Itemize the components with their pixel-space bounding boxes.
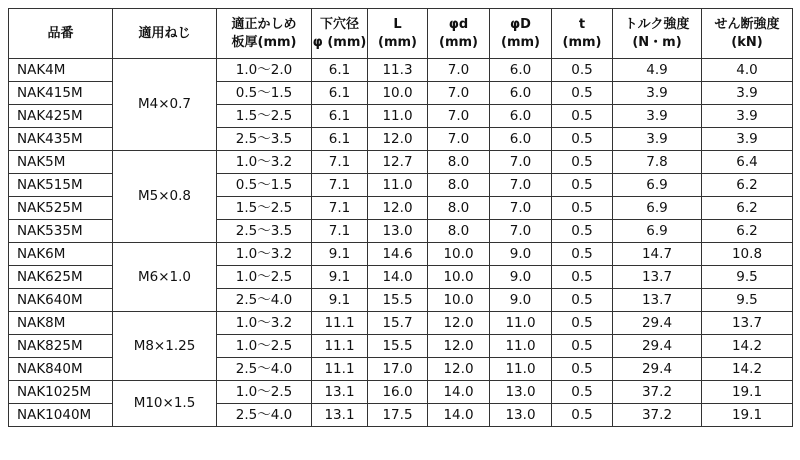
header-grip-range <box>217 9 312 59</box>
cell-length: 15.7 <box>368 312 428 335</box>
header-label: トルク強度 <box>624 16 690 32</box>
header-label: 適用ねじ <box>138 25 191 41</box>
header-label: 下穴径 <box>319 16 359 32</box>
table-row <box>9 151 793 174</box>
cell-part-number: NAK1040M <box>9 404 113 427</box>
cell-shear: 6.2 <box>702 197 793 220</box>
cell-length: 17.0 <box>368 358 428 381</box>
cell-hole-diameter: 7.1 <box>312 174 368 197</box>
cell-hole-diameter: 13.1 <box>312 381 368 404</box>
cell-grip-range: 2.5～4.0 <box>217 358 312 381</box>
cell-shear: 13.7 <box>702 312 793 335</box>
cell-hole-diameter: 6.1 <box>312 82 368 105</box>
spec-table-container <box>8 8 793 427</box>
cell-part-number: NAK6M <box>9 243 113 266</box>
cell-large-diameter: 7.0 <box>490 174 552 197</box>
cell-part-number: NAK825M <box>9 335 113 358</box>
cell-grip-range: 1.0～3.2 <box>217 243 312 266</box>
cell-torque: 4.9 <box>613 59 702 82</box>
cell-hole-diameter: 6.1 <box>312 105 368 128</box>
header-label: t <box>578 16 586 32</box>
cell-length: 11.0 <box>368 174 428 197</box>
header-label: 適正かしめ <box>231 16 297 32</box>
cell-part-number: NAK840M <box>9 358 113 381</box>
cell-shear: 3.9 <box>702 105 793 128</box>
header-label: 品番 <box>47 25 74 41</box>
cell-thickness: 0.5 <box>552 404 613 427</box>
cell-shear: 19.1 <box>702 404 793 427</box>
cell-thread-size: M4×0.7 <box>113 59 217 151</box>
cell-torque: 6.9 <box>613 197 702 220</box>
cell-small-diameter: 10.0 <box>428 289 490 312</box>
cell-thickness: 0.5 <box>552 289 613 312</box>
header-unit: 板厚(mm) <box>231 34 297 50</box>
cell-large-diameter: 6.0 <box>490 82 552 105</box>
table-header <box>9 9 793 59</box>
cell-small-diameter: 14.0 <box>428 404 490 427</box>
cell-part-number: NAK535M <box>9 220 113 243</box>
cell-grip-range: 2.5～3.5 <box>217 220 312 243</box>
header-label: L <box>393 16 402 32</box>
cell-grip-range: 0.5～1.5 <box>217 174 312 197</box>
cell-grip-range: 1.0～2.5 <box>217 381 312 404</box>
header-shear <box>702 9 793 59</box>
cell-large-diameter: 9.0 <box>490 289 552 312</box>
cell-grip-range: 1.0～3.2 <box>217 312 312 335</box>
cell-thickness: 0.5 <box>552 59 613 82</box>
cell-small-diameter: 7.0 <box>428 59 490 82</box>
cell-shear: 14.2 <box>702 358 793 381</box>
cell-thickness: 0.5 <box>552 151 613 174</box>
cell-grip-range: 1.0～2.0 <box>217 59 312 82</box>
cell-length: 12.0 <box>368 128 428 151</box>
table-row <box>9 381 793 404</box>
cell-part-number: NAK415M <box>9 82 113 105</box>
cell-thickness: 0.5 <box>552 82 613 105</box>
cell-thickness: 0.5 <box>552 335 613 358</box>
cell-hole-diameter: 7.1 <box>312 197 368 220</box>
header-length <box>368 9 428 59</box>
header-thickness <box>552 9 613 59</box>
cell-hole-diameter: 9.1 <box>312 289 368 312</box>
cell-grip-range: 1.5～2.5 <box>217 105 312 128</box>
cell-hole-diameter: 11.1 <box>312 335 368 358</box>
table-row <box>9 59 793 82</box>
cell-torque: 6.9 <box>613 220 702 243</box>
cell-thickness: 0.5 <box>552 266 613 289</box>
cell-grip-range: 1.0～3.2 <box>217 151 312 174</box>
cell-hole-diameter: 9.1 <box>312 266 368 289</box>
cell-hole-diameter: 6.1 <box>312 59 368 82</box>
cell-torque: 29.4 <box>613 312 702 335</box>
cell-part-number: NAK625M <box>9 266 113 289</box>
cell-length: 10.0 <box>368 82 428 105</box>
header-unit: (mm) <box>501 34 540 50</box>
cell-large-diameter: 6.0 <box>490 128 552 151</box>
cell-thread-size: M8×1.25 <box>113 312 217 381</box>
cell-torque: 37.2 <box>613 381 702 404</box>
cell-shear: 14.2 <box>702 335 793 358</box>
cell-small-diameter: 14.0 <box>428 381 490 404</box>
cell-large-diameter: 7.0 <box>490 197 552 220</box>
cell-part-number: NAK425M <box>9 105 113 128</box>
cell-shear: 9.5 <box>702 289 793 312</box>
cell-small-diameter: 12.0 <box>428 312 490 335</box>
cell-small-diameter: 8.0 <box>428 151 490 174</box>
cell-hole-diameter: 11.1 <box>312 358 368 381</box>
cell-grip-range: 2.5～4.0 <box>217 289 312 312</box>
table-row <box>9 312 793 335</box>
cell-shear: 3.9 <box>702 82 793 105</box>
cell-thickness: 0.5 <box>552 197 613 220</box>
cell-large-diameter: 7.0 <box>490 220 552 243</box>
header-unit: (N・m) <box>632 34 682 50</box>
cell-torque: 6.9 <box>613 174 702 197</box>
cell-small-diameter: 10.0 <box>428 266 490 289</box>
cell-large-diameter: 6.0 <box>490 105 552 128</box>
header-large-diameter <box>490 9 552 59</box>
cell-hole-diameter: 13.1 <box>312 404 368 427</box>
cell-grip-range: 2.5～3.5 <box>217 128 312 151</box>
header-row <box>9 9 793 59</box>
cell-grip-range: 1.0～2.5 <box>217 335 312 358</box>
header-unit: (mm) <box>439 34 478 50</box>
cell-large-diameter: 13.0 <box>490 381 552 404</box>
cell-shear: 10.8 <box>702 243 793 266</box>
cell-large-diameter: 9.0 <box>490 266 552 289</box>
cell-part-number: NAK8M <box>9 312 113 335</box>
header-hole-diameter <box>312 9 368 59</box>
header-part-number <box>9 9 113 59</box>
cell-length: 16.0 <box>368 381 428 404</box>
cell-small-diameter: 12.0 <box>428 358 490 381</box>
cell-part-number: NAK1025M <box>9 381 113 404</box>
cell-thickness: 0.5 <box>552 358 613 381</box>
cell-length: 17.5 <box>368 404 428 427</box>
cell-shear: 9.5 <box>702 266 793 289</box>
header-unit: (mm) <box>562 34 602 50</box>
cell-large-diameter: 9.0 <box>490 243 552 266</box>
cell-thickness: 0.5 <box>552 174 613 197</box>
cell-shear: 6.2 <box>702 174 793 197</box>
cell-large-diameter: 11.0 <box>490 358 552 381</box>
cell-shear: 6.2 <box>702 220 793 243</box>
cell-shear: 6.4 <box>702 151 793 174</box>
header-label: φD <box>510 16 531 32</box>
cell-grip-range: 2.5～4.0 <box>217 404 312 427</box>
cell-grip-range: 1.5～2.5 <box>217 197 312 220</box>
cell-torque: 3.9 <box>613 128 702 151</box>
cell-part-number: NAK640M <box>9 289 113 312</box>
header-unit: φ (mm) <box>312 34 367 50</box>
cell-length: 11.0 <box>368 105 428 128</box>
cell-length: 11.3 <box>368 59 428 82</box>
cell-grip-range: 0.5～1.5 <box>217 82 312 105</box>
cell-length: 15.5 <box>368 335 428 358</box>
cell-length: 12.7 <box>368 151 428 174</box>
cell-large-diameter: 11.0 <box>490 312 552 335</box>
cell-hole-diameter: 11.1 <box>312 312 368 335</box>
cell-part-number: NAK515M <box>9 174 113 197</box>
cell-shear: 3.9 <box>702 128 793 151</box>
cell-length: 14.6 <box>368 243 428 266</box>
cell-part-number: NAK525M <box>9 197 113 220</box>
header-thread <box>113 9 217 59</box>
cell-length: 14.0 <box>368 266 428 289</box>
cell-large-diameter: 13.0 <box>490 404 552 427</box>
cell-thickness: 0.5 <box>552 312 613 335</box>
cell-torque: 14.7 <box>613 243 702 266</box>
cell-small-diameter: 8.0 <box>428 174 490 197</box>
cell-grip-range: 1.0～2.5 <box>217 266 312 289</box>
cell-length: 15.5 <box>368 289 428 312</box>
header-small-diameter <box>428 9 490 59</box>
cell-torque: 29.4 <box>613 358 702 381</box>
cell-thickness: 0.5 <box>552 128 613 151</box>
cell-thickness: 0.5 <box>552 243 613 266</box>
cell-large-diameter: 6.0 <box>490 59 552 82</box>
cell-thickness: 0.5 <box>552 220 613 243</box>
cell-torque: 13.7 <box>613 266 702 289</box>
header-label: せん断強度 <box>714 16 780 32</box>
cell-length: 12.0 <box>368 197 428 220</box>
cell-hole-diameter: 7.1 <box>312 151 368 174</box>
cell-torque: 3.9 <box>613 82 702 105</box>
cell-length: 13.0 <box>368 220 428 243</box>
cell-small-diameter: 7.0 <box>428 82 490 105</box>
cell-large-diameter: 11.0 <box>490 335 552 358</box>
cell-torque: 29.4 <box>613 335 702 358</box>
cell-thickness: 0.5 <box>552 105 613 128</box>
cell-torque: 7.8 <box>613 151 702 174</box>
cell-part-number: NAK5M <box>9 151 113 174</box>
cell-hole-diameter: 9.1 <box>312 243 368 266</box>
cell-small-diameter: 7.0 <box>428 128 490 151</box>
cell-part-number: NAK4M <box>9 59 113 82</box>
cell-small-diameter: 8.0 <box>428 220 490 243</box>
cell-small-diameter: 8.0 <box>428 197 490 220</box>
header-unit: (mm) <box>378 34 417 50</box>
cell-thread-size: M5×0.8 <box>113 151 217 243</box>
cell-small-diameter: 7.0 <box>428 105 490 128</box>
table-row <box>9 243 793 266</box>
header-label: φd <box>448 16 469 32</box>
cell-thread-size: M6×1.0 <box>113 243 217 312</box>
cell-torque: 3.9 <box>613 105 702 128</box>
cell-thickness: 0.5 <box>552 381 613 404</box>
cell-part-number: NAK435M <box>9 128 113 151</box>
cell-small-diameter: 12.0 <box>428 335 490 358</box>
cell-shear: 4.0 <box>702 59 793 82</box>
cell-hole-diameter: 7.1 <box>312 220 368 243</box>
header-torque <box>613 9 702 59</box>
cell-large-diameter: 7.0 <box>490 151 552 174</box>
cell-torque: 37.2 <box>613 404 702 427</box>
cell-torque: 13.7 <box>613 289 702 312</box>
cell-shear: 19.1 <box>702 381 793 404</box>
table-body <box>9 59 793 427</box>
header-unit: (kN) <box>731 34 763 50</box>
cell-thread-size: M10×1.5 <box>113 381 217 427</box>
spec-table <box>8 8 793 427</box>
cell-hole-diameter: 6.1 <box>312 128 368 151</box>
cell-small-diameter: 10.0 <box>428 243 490 266</box>
